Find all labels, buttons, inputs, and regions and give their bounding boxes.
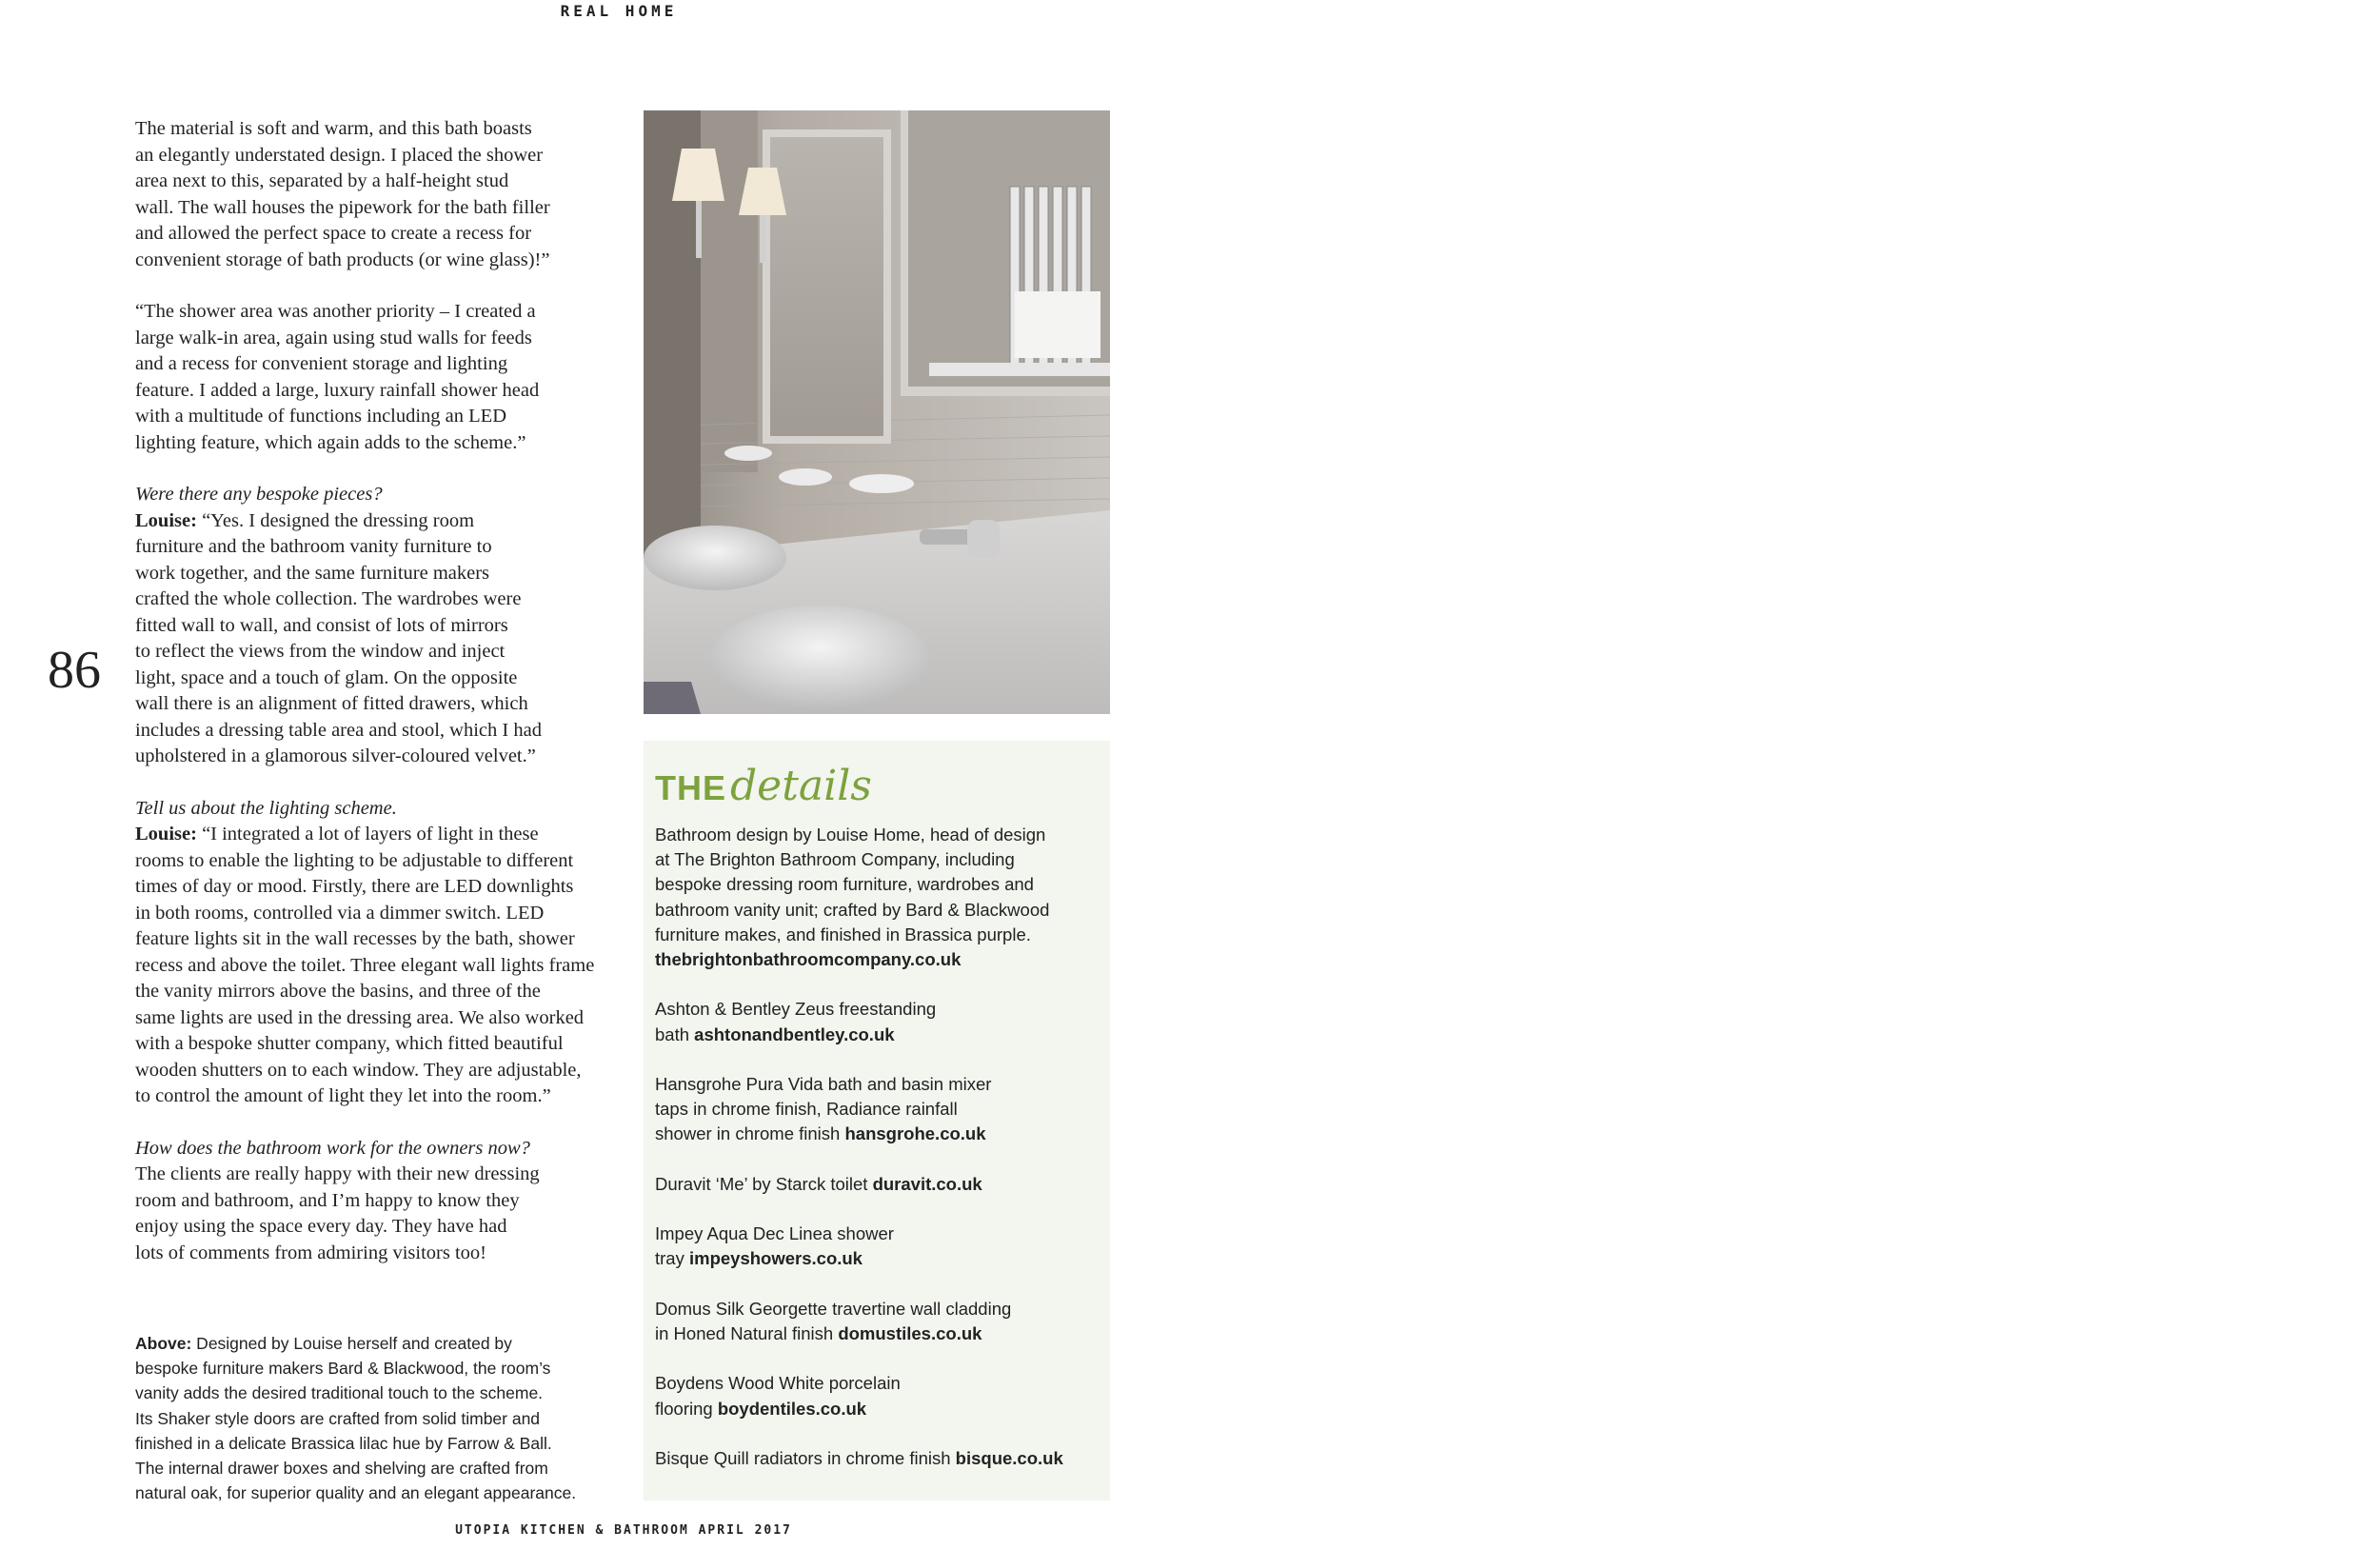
details-entry-website: hansgrohe.co.uk xyxy=(844,1123,986,1144)
photo-caption xyxy=(135,1331,630,1505)
qa-block xyxy=(135,1136,630,1267)
interview-answer: “Yes. I designed the dressing room furniture and the bathroom vanity furniture to work together, and the same furniture makers crafted the whole collection. The wardrobes were fitted wall to wall, and consist of lots of mirrors to reflect the views from the window and inject light, space and a touch of glam. On the opposite wall there is an alignment of fitted drawers, which includes a dressing table area and stool, which I had upholstered in a glamorous silver-coloured velvet.” xyxy=(135,509,542,766)
details-entry-text: Impey Aqua Dec Linea shower tray xyxy=(655,1223,894,1269)
details-title-the: THE xyxy=(655,768,726,807)
article-body xyxy=(135,116,630,1292)
details-box xyxy=(644,741,1110,1500)
qa-block xyxy=(135,796,630,1110)
interview-question: How does the bathroom work for the owners now? xyxy=(135,1137,530,1159)
details-entry xyxy=(655,1446,1102,1471)
interview-question: Tell us about the lighting scheme. xyxy=(135,797,397,819)
interview-question: Were there any bespoke pieces? xyxy=(135,484,383,505)
bathroom-photo xyxy=(644,110,1110,714)
section-header: REAL HOME xyxy=(560,2,678,20)
details-entry-text: Hansgrohe Pura Vida bath and basin mixer taps in chrome finish, Radiance rainfall shower in chrome finish xyxy=(655,1074,992,1144)
details-entry xyxy=(655,1371,1102,1421)
details-entry-website: boydentiles.co.uk xyxy=(717,1398,867,1419)
caption-lead: Above: xyxy=(135,1334,192,1353)
details-entry-text: Boydens Wood White porcelain flooring xyxy=(655,1373,901,1419)
speaker-name: Louise: xyxy=(135,509,197,531)
details-entry-text: Bathroom design by Louise Home, head of design at The Brighton Bathroom Company, including bespoke dressing room furniture, wardrobes and bathroom vanity unit; crafted by Bard & Blackwood furniture makes, and finished in Brassica purple. xyxy=(655,825,1050,944)
details-entry-text: Ashton & Bentley Zeus freestanding bath xyxy=(655,999,937,1044)
details-entry-text: Domus Silk Georgette travertine wall cladding in Honed Natural finish xyxy=(655,1298,1012,1343)
page-number: 86 xyxy=(48,641,101,700)
details-entry xyxy=(655,823,1102,972)
details-title-word: details xyxy=(730,762,872,810)
speaker-name: Louise: xyxy=(135,824,197,845)
details-entry xyxy=(655,1172,1102,1197)
details-entry xyxy=(655,1072,1102,1147)
details-entry-website: thebrightonbathroomcompany.co.uk xyxy=(655,949,962,970)
interview-answer: “I integrated a lot of layers of light in these rooms to enable the lighting to be adjustable to different times of day or mood. Firstly, there are LED downlights in both rooms, controlled via a dimmer switch. LED feature lights sit in the wall recesses by the bath, shower recess and above the toilet. Three elegant wall lights frame the vanity mirrors above the basins, and three of the same lights are used in the dressing area. We also worked with a bespoke shutter company, which fitted beautiful wooden shutters on to each window. They are adjustable, to control the amount of light they let into the room.” xyxy=(135,824,595,1106)
body-paragraph: The material is soft and warm, and this bath boasts an elegantly understated design. I placed the shower area next to this, separated by a half-height stud wall. The wall houses the pipework for the bath filler and allowed the perfect space to create a recess for convenient storage of bath products (or wine glass)!” xyxy=(135,118,550,270)
details-entry-text: Bisque Quill radiators in chrome finish xyxy=(655,1447,956,1468)
details-list xyxy=(655,823,1102,1496)
details-entry xyxy=(655,1222,1102,1271)
details-entry xyxy=(655,997,1102,1046)
details-entry-website: domustiles.co.uk xyxy=(838,1322,982,1343)
body-paragraph: “The shower area was another priority – I created a large walk-in area, again using stud walls for feeds and a recess for convenient storage and lighting feature. I added a large, luxury rainfall shower head with a multitude of functions including an LED lighting feature, which again adds to the scheme.” xyxy=(135,301,540,453)
qa-block xyxy=(135,482,630,770)
details-entry-website: ashtonandbentley.co.uk xyxy=(694,1023,895,1044)
magazine-footer: UTOPIA KITCHEN & BATHROOM APRIL 2017 xyxy=(455,1523,792,1538)
details-entry xyxy=(655,1297,1102,1346)
caption-text: Designed by Louise herself and created by bespoke furniture makers Bard & Blackwood, the room’s vanity adds the desired traditional touch to the scheme. Its Shaker style doors are crafted from solid timber and finished in a delicate Brassica lilac hue by Farrow & Ball. The internal drawer boxes and shelving are crafted from natural oak, for superior quality and an elegant appearance. xyxy=(135,1334,577,1503)
details-entry-website: duravit.co.uk xyxy=(872,1173,982,1194)
details-title xyxy=(655,762,872,810)
details-entry-website: impeyshowers.co.uk xyxy=(688,1248,863,1269)
details-entry-text: Duravit ‘Me’ by Starck toilet xyxy=(655,1173,873,1194)
details-entry-website: bisque.co.uk xyxy=(955,1447,1063,1468)
interview-answer: The clients are really happy with their new dressing room and bathroom, and I’m happy to know they enjoy using the space every day. They have had lots of comments from admiring visitors too! xyxy=(135,1163,540,1263)
